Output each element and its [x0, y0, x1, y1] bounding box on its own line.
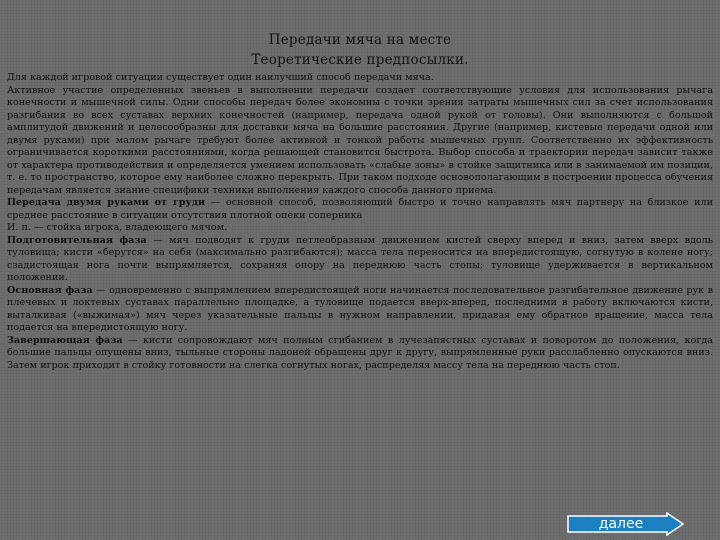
title-line-2: Теоретические предпосылки. — [251, 52, 469, 68]
paragraph: Для каждой игровой ситуации существует один наилучший способ передачи мяча. — [7, 72, 434, 83]
paragraph: Передача двумя руками от груди — основной способ, позволяющий быстро и точно направлять мяч партнеру на близкое или среднее расстояние в ситуации отсутствия плотной опеки соперника — [7, 197, 713, 221]
term-bold: Подготовительная фаза — [7, 234, 147, 246]
term-bold: Завершающая фаза — [7, 334, 123, 346]
term-bold: Основная фаза — [7, 284, 93, 296]
paragraph: Подготовительная фаза — мяч подводят к груди петлеобразным движением кистей сверху вперед и вниз, затем вверх вдоль туловища; кисти «берутся» на себя (максимально разгибаются); масса тела переносится на впередистоящую, согнутую в колене ногу; сзадистоящая нога почти выпрямляется, сохраняя опору на переднюю часть стопы; туловище удерживается в вертикальном положении. — [7, 234, 713, 283]
paragraph: И. п. — стойка игрока, владеющего мячом. — [7, 222, 228, 233]
term-bold: Передача двумя руками от груди — [7, 197, 206, 208]
next-button[interactable] — [567, 512, 685, 536]
slide-body — [7, 72, 713, 372]
title-line-1: Передачи мяча на месте — [268, 32, 452, 48]
next-button-label[interactable]: далее — [598, 516, 644, 532]
paragraph: Основная фаза — одновременно с выпрямлением впередистоящей ноги начинается последовательное разгибательное движение рук в плечевых и локтевых суставах параллельно площадке, а туловище подается вверх-вперед, последними в работу включаются кисти, выталкивая («выжимая») мяч через указательные пальцы в нужном направлении, придавая ему обратное вращение, масса тела подается на впередистоящую ногу. — [7, 284, 713, 333]
paragraph: Завершающая фаза — кисти сопровождают мяч полным сгибанием в лучезапястных суставах и поворотом до положения, когда большие пальцы опущены вниз, тыльные стороны ладоней обращены друг к другу, выпрямленные руки расслабленно опускаются вниз. Затем игрок приходит в стойку готовности на слегка согнутых ногах, распределяя массу тела на переднюю часть стоп. — [7, 334, 713, 371]
paragraph: Активное участие определенных звеньев в выполнении передачи создает соответствующие условия для использования рычага конечности и мышечной силы. Одни способы передач более экономны с точки зрения затраты мышечных сил за счет использования разгибания во всех суставах верхних конечностей (например, передача одной рукой от головы). Они выполняются с большой амплитудой движений и целесообразны для доставки мяча на большие расстояния. Другие (например, кистевые передачи одной или двумя руками) при малом рычаге требуют более активной и тонкой работы мышечных групп. Соответственно их эффективность ограничивается короткими расстояниями, когда решающей становится быстрота. Выбор способа и траектории передач зависит также от характера противодействия и определяется умением использовать «слабые зоны» в стойке защитника или в занимаемой им позиции, т. е. то пространство, которое ему наиболее сложно перекрыть. При таком подходе основополагающим в построении процесса обучения передачам является знание специфики техники выполнения каждого способа данного приема. — [7, 84, 713, 196]
slide-title — [0, 30, 720, 70]
